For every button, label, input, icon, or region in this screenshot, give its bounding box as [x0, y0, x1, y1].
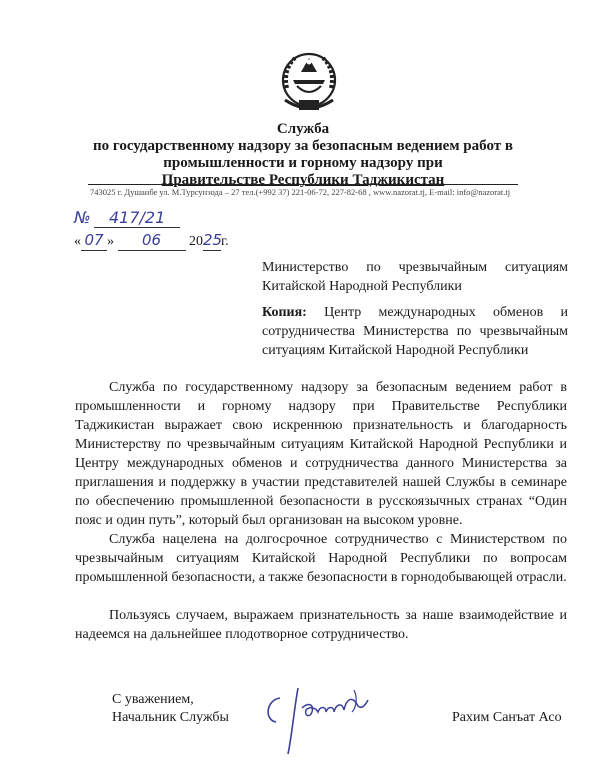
body-paragraph-1: Служба по государственному надзору за безопасным ведением работ в промышленности и горному надзору при Правительстве Республики Таджикистан выражает свою искреннюю признательность и благодарность Министерству по чрезвычайным ситуациям Китайской Народной Республики и Центру международных обменов и сотрудничества данного Министерства за приглашения и поддержку в участии представителей нашей Службы в семинаре по обеспечению промышленной безопасности в русскоязычных странах “Один пояс и один путь”, который был организован на высоком уровне.	[75, 380, 567, 528]
org-name-line-3: промышленности и горному надзору при	[163, 155, 443, 171]
number-value: 417/21	[94, 208, 180, 228]
addressee-copy	[262, 303, 568, 360]
date-day: 07	[81, 231, 107, 251]
org-name-title: Служба	[276, 121, 330, 137]
state-emblem-icon	[279, 50, 339, 118]
signatory-name: Рахим Санъат Асо	[452, 710, 562, 725]
header-divider	[88, 184, 518, 185]
signatory-position: Начальник Службы	[112, 710, 229, 725]
date-year: 25	[203, 231, 223, 249]
letter-date: « 07 » 06 2025г.	[74, 231, 229, 249]
outgoing-number: № 417/21	[74, 208, 180, 229]
org-name-line-2: по государственному надзору за безопасным ведением работ в	[93, 138, 513, 154]
body-paragraph-3: Пользуясь случаем, выражаем признательность за наше взаимодействие и надеемся на дальнейшее плодотворное сотрудничество.	[75, 608, 567, 642]
addressee-main: Министерство по чрезвычайным ситуациям Китайской Народной Республики	[262, 260, 568, 294]
contact-line: 743025 г. Душанбе ул. М.Турсунзода – 27 тел.(+992 37) 221-06-72, 227-82-68 , www.nazorat.tj, E-mail: info@nazorat.tj	[90, 187, 511, 197]
copy-text: Центр международных обменов и сотрудничества Министерства по чрезвычайным ситуациям Китайской Народной Республики	[262, 305, 568, 358]
signature-image	[258, 680, 378, 760]
org-name-line-4: Правительстве Республики Таджикистан	[161, 172, 445, 188]
closing-regards: С уважением,	[112, 692, 194, 707]
copy-label: Копия:	[262, 305, 307, 320]
date-month: 06	[118, 231, 186, 251]
body-paragraph-2: Служба нацелена на долгосрочное сотрудничество с Министерством по чрезвычайным ситуациям Китайской Народной Республики по вопросам промышленной безопасности, а также безопасности в горнодобывающей отрасли.	[75, 532, 567, 585]
